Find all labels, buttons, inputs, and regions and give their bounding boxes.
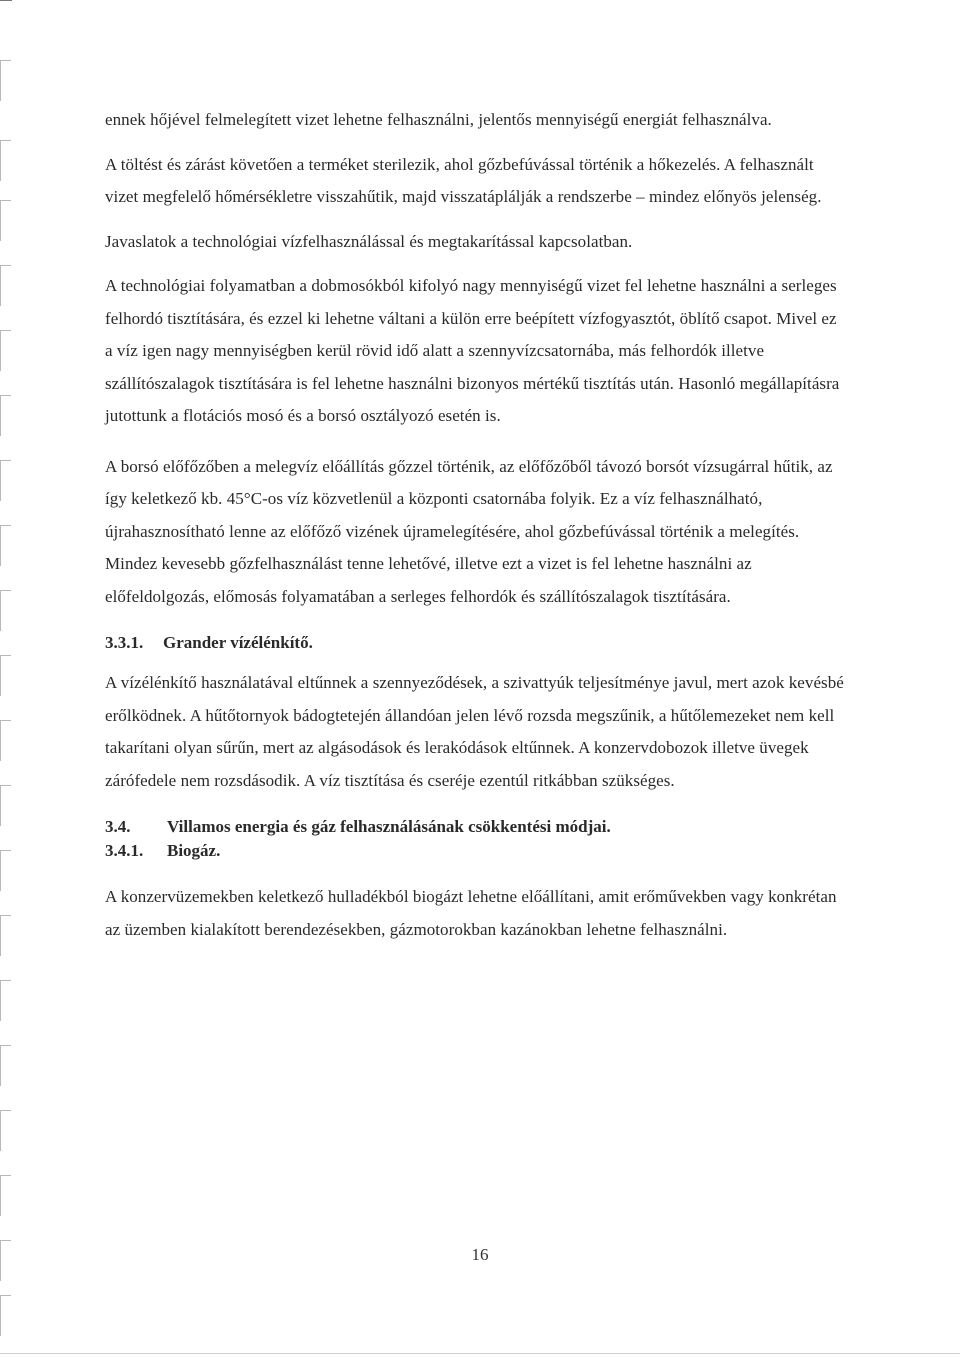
binding-margin-marks — [0, 0, 14, 1358]
margin-mark — [0, 60, 11, 101]
margin-mark — [0, 655, 11, 696]
margin-mark — [0, 330, 11, 371]
heading-number: 3.3.1. — [105, 633, 144, 652]
paragraph-proposals-intro: Javaslatok a technológiai vízfelhasználással és megtakarítással kapcsolatban. — [105, 231, 633, 251]
paragraph-sterilization: A töltést és zárást követően a terméket sterilezik, ahol gőzbefúvással történik a hőkezelés. A felhasznált vizet megfelelő hőmérsékletre visszahűtik, majd visszatáplálják a rendszerbe – mindez előnyös jelenség. — [105, 154, 822, 206]
paragraph-grander: A vízélénkítő használatával eltűnnek a szennyeződések, a szivattyúk teljesítménye javul, mert azok kevésbé erőlködnek. A hűtőtornyok bádogtetején állandóan jelen lévő rozsda megszűnik, a hűtőlemezeket nem kell takarítani olyan sűrűn, mert az algásodások és lerakódások eltűnnek. A konzervdobozok illetve üvegek zárófedele nem rozsdásodik. A víz tisztítása és cseréje ezentúl ritkábban szükséges. — [105, 673, 844, 790]
margin-mark — [0, 140, 11, 181]
heading-3-4 — [105, 815, 845, 839]
heading-title: Grander vízélénkítő. — [163, 633, 313, 652]
margin-mark — [0, 265, 11, 306]
margin-mark — [0, 980, 11, 1021]
margin-mark — [0, 850, 11, 891]
margin-mark — [0, 460, 11, 501]
scan-bottom-edge — [0, 1353, 960, 1354]
paragraph-continuation: ennek hőjével felmelegített vizet lehetne felhasználni, jelentős mennyiségű energiát felhasználva. — [105, 110, 772, 129]
margin-mark — [0, 1110, 11, 1151]
margin-mark — [0, 785, 11, 826]
margin-mark — [0, 525, 11, 566]
heading-title: Villamos energia és gáz felhasználásának csökkentési módjai. — [167, 817, 611, 836]
margin-mark — [0, 720, 11, 761]
heading-3-4-1 — [105, 839, 845, 863]
margin-mark — [0, 1045, 11, 1086]
margin-mark — [0, 1175, 11, 1216]
page-number: 16 — [471, 1245, 489, 1264]
margin-mark — [0, 1295, 11, 1336]
heading-title: Biogáz. — [167, 841, 221, 860]
page-body — [105, 104, 845, 946]
heading-3-3-1 — [105, 631, 845, 655]
margin-mark — [0, 915, 11, 956]
margin-mark — [0, 590, 11, 631]
margin-mark — [0, 395, 11, 436]
margin-mark — [0, 200, 11, 241]
heading-number: 3.4. — [105, 817, 131, 836]
paragraph-pea-precooker: A borsó előfőzőben a melegvíz előállítás gőzzel történik, az előfőzőből távozó borsót vízsugárral hűtik, az így keletkező kb. 45°C-os víz közvetlenül a központi csatornába folyik. Ez a víz felhasználható, újrahasznosítható lenne az előfőző vizének újramelegítésére, ahol gőzbefúvással történik a melegítés. Mindez kevesebb gőzfelhasználást tenne lehetővé, illetve ezt a vizet is fel lehetne használni az előfeldolgozás, előmosás folyamatában a serleges felhordók és szállítószalagok tisztítására. — [105, 456, 833, 606]
paragraph-biogas: A konzervüzemekben keletkező hulladékból biogázt lehetne előállítani, amit erőművekben vagy konkrétan az üzemben kialakított berendezésekben, gázmotorokban kazánokban lehetne felhasználni. — [105, 887, 837, 939]
section-heading-group — [105, 815, 845, 863]
heading-number: 3.4.1. — [105, 841, 144, 860]
paragraph-drum-washer-water: A technológiai folyamatban a dobmosókból kifolyó nagy mennyiségű vizet fel lehetne használni a serleges felhordó tisztítására, és ezzel ki lehetne váltani a külön erre beépített vízfogyasztót, öblítő csapot. Mivel ez a víz igen nagy mennyiségben kerül rövid idő alatt a szennyvízcsatornába, más felhordók illetve szállítószalagok tisztítására is fel lehetne használni bizonyos mértékű tisztítás után. Hasonló megállapításra jutottunk a flotációs mosó és a borsó osztályozó esetén is. — [105, 276, 840, 425]
